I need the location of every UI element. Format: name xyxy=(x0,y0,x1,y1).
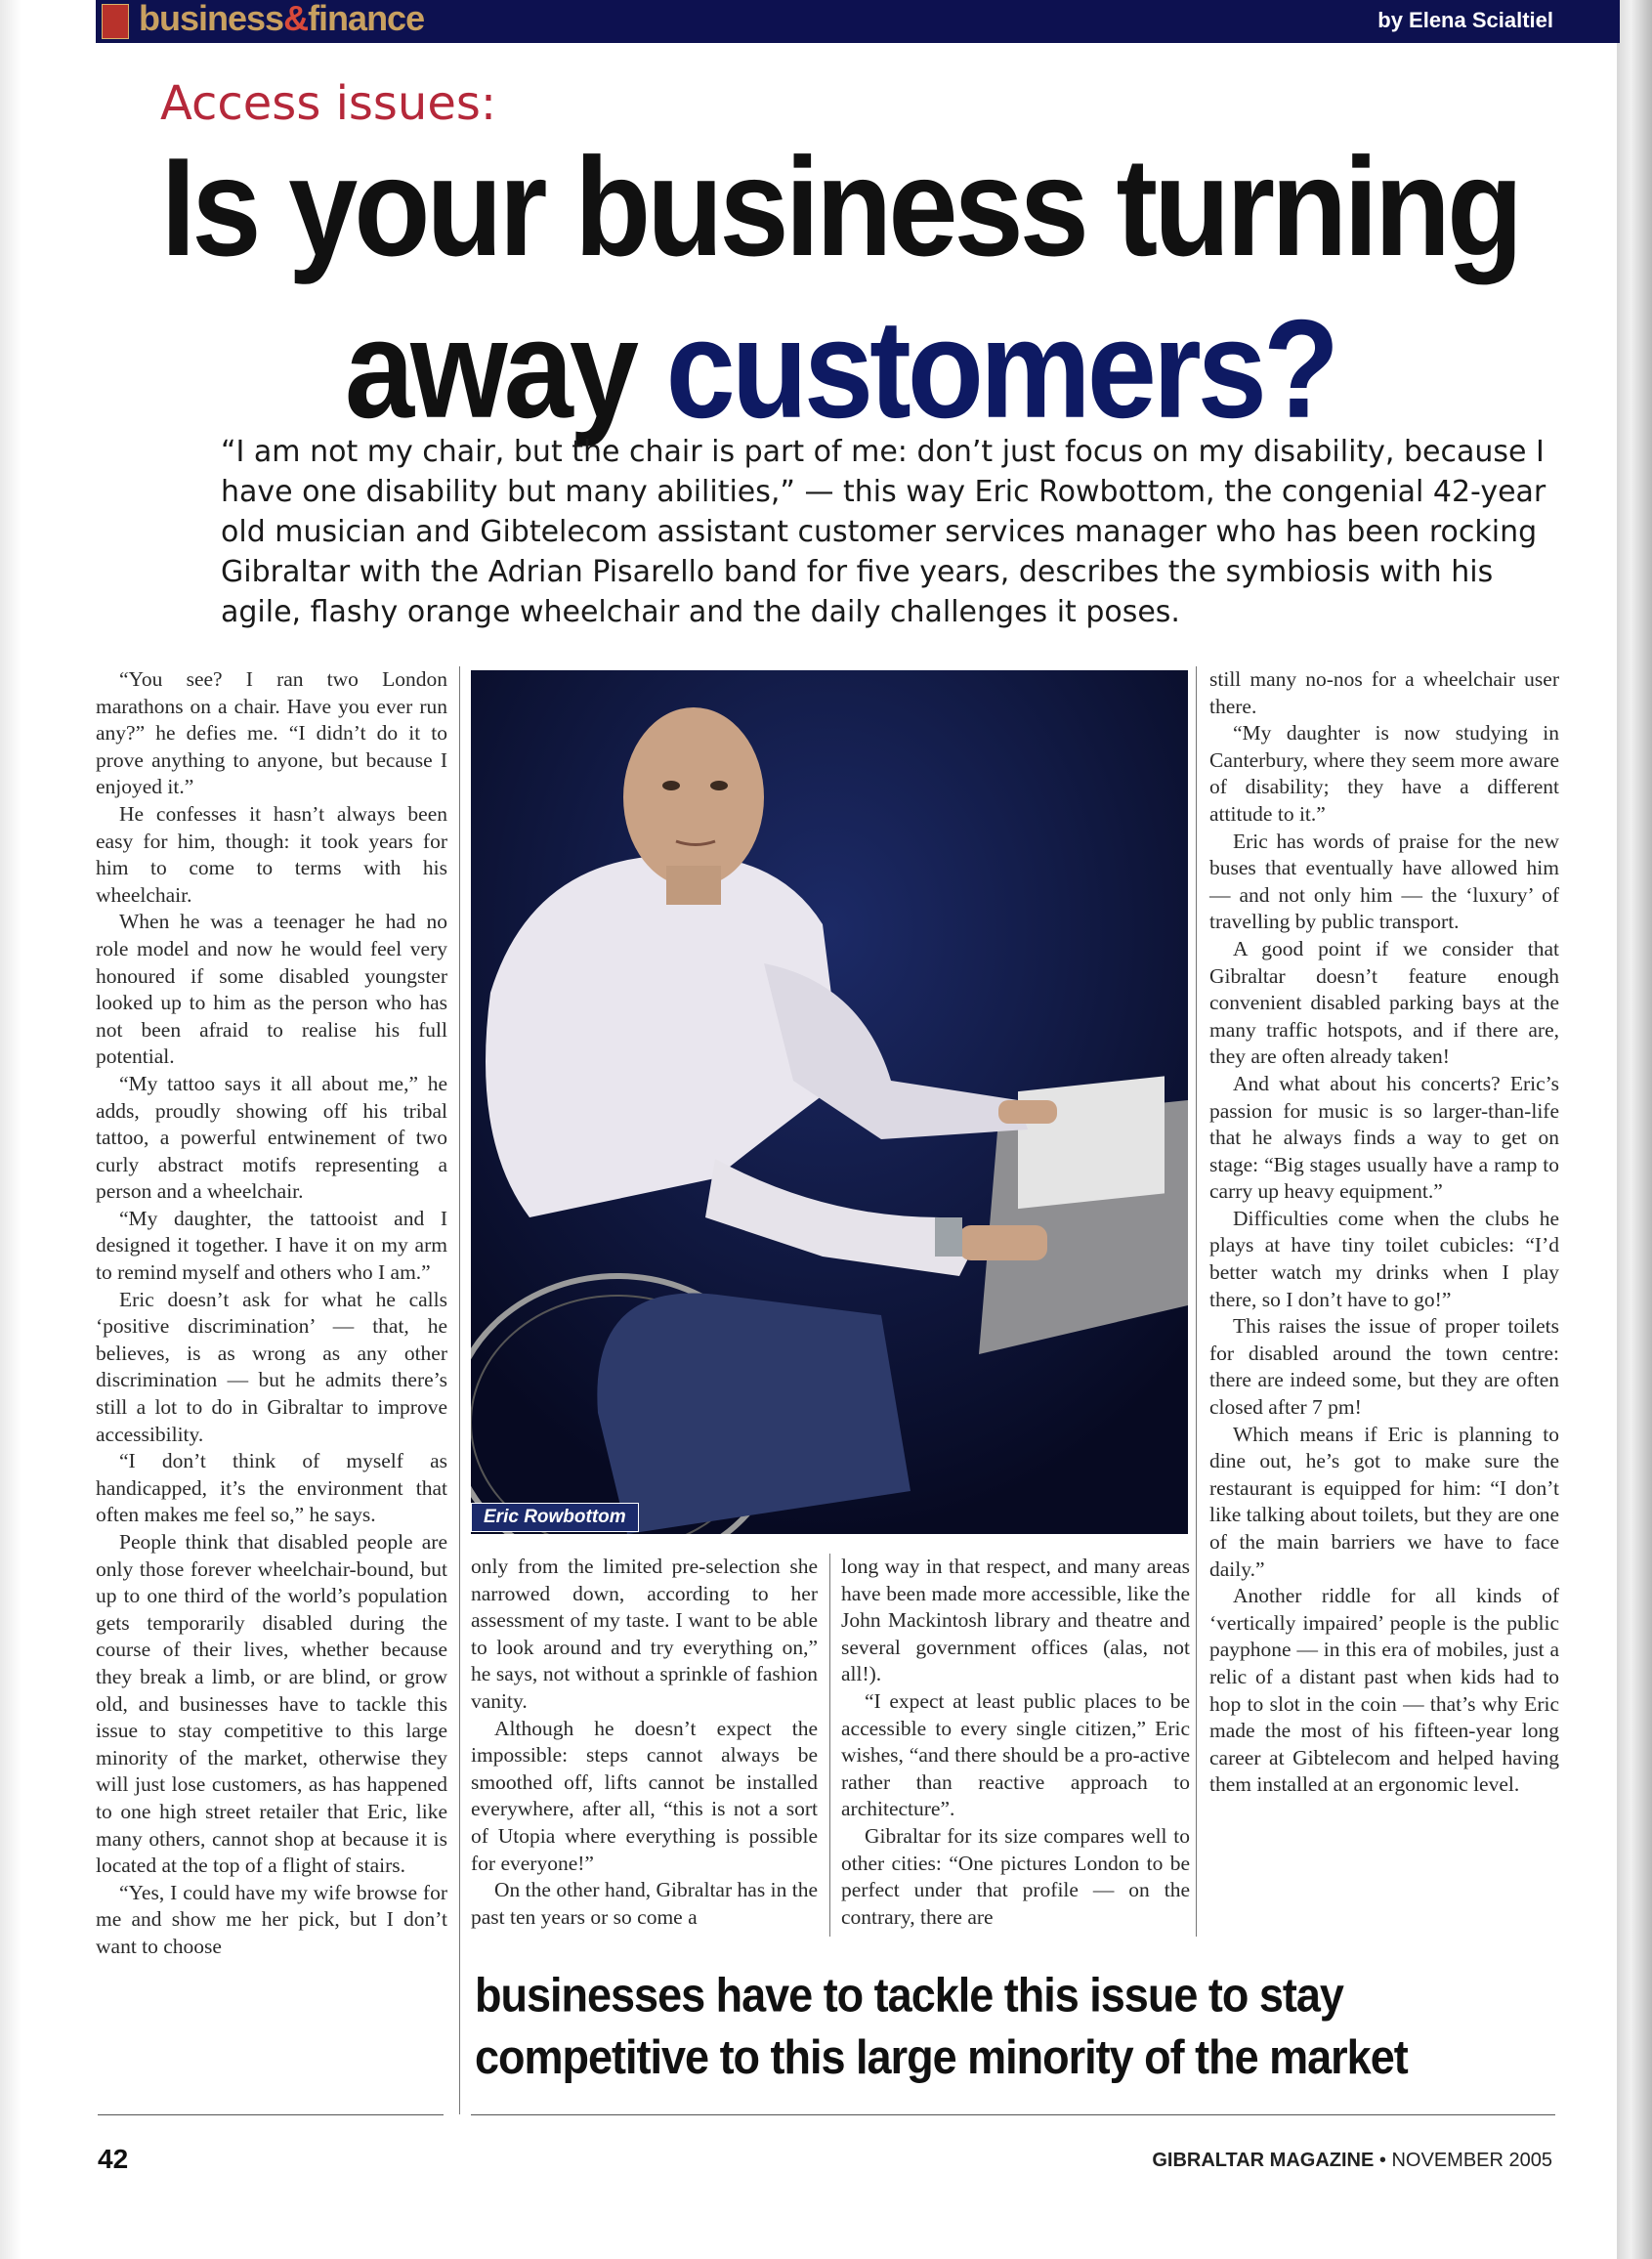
paragraph: Difficulties come when the clubs he plays at have tiny toilet cubicles: “I’d better watch my drinks when I play there, so I don’t have to go!” xyxy=(1209,1206,1559,1311)
text-column-3 xyxy=(841,1554,1190,1931)
paragraph: Another riddle for all kinds of ‘vertically impaired’ people is the public payphone — in this era of mobiles, just a relic of a distant past when kids had to hop to slot in the coin — that’s why Eric made the most of his fifteen-year long career at Gibtelecom and helped having them installed at an ergonomic level. xyxy=(1209,1584,1559,1797)
paragraph: When he was a teenager he had no role model and now he would feel very honoured if some disabled youngster looked up to him as the person who has not been afraid to realise his full potential. xyxy=(96,910,447,1069)
paragraph: Eric doesn’t ask for what he calls ‘positive discrimination’ — that, he believes, is as wrong as any other discrimination — but he admits there’s still a lot to do in Gibraltar to improve accessibility. xyxy=(96,1287,447,1446)
section-name-2: finance xyxy=(308,0,425,38)
paragraph: “My tattoo says it all about me,” he adds, proudly showing off his tribal tattoo, a powerful entwinement of two curly abstract motifs representing a person and a wheelchair. xyxy=(96,1071,447,1204)
paragraph: A good point if we consider that Gibraltar doesn’t feature enough convenient disabled parking bays at the many traffic hotspots, and if there are, they are often already taken! xyxy=(1209,936,1559,1069)
paragraph: Although he doesn’t expect the impossible: steps cannot always be smoothed off, lifts cannot be installed everywhere, after all, “this is not a sort of Utopia where everything is possible for everyone!” xyxy=(471,1716,818,1875)
headline-line-2b: customers? xyxy=(665,291,1336,448)
headline-line-2a: away xyxy=(344,291,666,448)
footer-separator: • xyxy=(1378,2150,1386,2171)
paragraph: “My daughter, the tattooist and I designed it together. I have it on my arm to remind myself and others who I am.” xyxy=(96,1206,447,1285)
page-number: 42 xyxy=(98,2144,129,2174)
paragraph: long way in that respect, and many areas have been made more accessible, like the John Mackintosh library and theatre and several government offices (alas, not all!). xyxy=(841,1555,1190,1686)
paragraph: “Yes, I could have my wife browse for me and show me her pick, but I don’t want to choose xyxy=(96,1880,447,1958)
paragraph: Gibraltar for its size compares well to other cities: “One pictures London to be perfect under that profile — on the contrary, there are xyxy=(841,1823,1190,1929)
paragraph: “My daughter is now studying in Canterbury, where they seem more aware of disability; they have a different attitude to it.” xyxy=(1209,721,1559,826)
paragraph: This raises the issue of proper toilets for disabled around the town centre: there are indeed some, but they are often closed after 7 pm! xyxy=(1209,1314,1559,1420)
portrait-illustration xyxy=(471,670,1188,1534)
paragraph: He confesses it hasn’t always been easy for him, though: it took years for him to come to terms with his wheelchair. xyxy=(96,801,447,907)
section-name: business xyxy=(139,0,284,38)
magazine-footer xyxy=(1152,2150,1552,2172)
footer-rule-right xyxy=(471,2114,1555,2115)
section-header-bar xyxy=(96,0,1620,43)
paragraph: And what about his concerts? Eric’s passion for music is so larger-than-life that he always finds a way to get on stage: “Big stages usually have a ramp to carry up heavy equipment.” xyxy=(1209,1071,1559,1204)
column-rule xyxy=(829,1554,830,1937)
photo-eric-rowbottom xyxy=(471,670,1188,1534)
page-left-edge xyxy=(0,0,21,2259)
byline: by Elena Scialtiel xyxy=(1377,8,1553,32)
paragraph: Eric has words of praise for the new buses that eventually have allowed him — and not only him — the ‘luxury’ of travelling by public transport. xyxy=(1209,829,1559,934)
headline xyxy=(117,127,1563,451)
paragraph: “I expect at least public places to be accessible to every single citizen,” Eric wishes, “and there should be a pro-active rather than reactive approach to architecture”. xyxy=(841,1688,1190,1821)
section-title xyxy=(139,0,424,39)
issue-date: NOVEMBER 2005 xyxy=(1391,2150,1552,2171)
page-spine xyxy=(1617,0,1652,2259)
paragraph: only from the limited pre-selection she narrowed down, according to her assessment of my taste. I want to be able to look around and try everything on,” he says, not without a sprinkle of fashion vanity. xyxy=(471,1555,818,1713)
standfirst: “I am not my chair, but the chair is part of me: don’t just focus on my disability, because I have one disability but many abilities,” — this way Eric Rowbottom, the congenial 42-year old musician and Gibtelecom assistant customer services manager who has been rocking Gibraltar with the Adrian Pisarello band for five years, describes the symbiosis with his agile, flashy orange wheelchair and the daily challenges it poses. xyxy=(221,435,1546,629)
text-column-4 xyxy=(1209,666,1559,1799)
section-amp: & xyxy=(283,0,309,38)
paragraph: “You see? I ran two London marathons on a chair. Have you ever run any?” he defies me. “I didn’t do it to prove anything to anyone, but because I enjoyed it.” xyxy=(96,667,447,799)
headline-line-2 xyxy=(117,289,1563,451)
column-rule xyxy=(1196,666,1197,1937)
pull-quote: businesses have to tackle this issue to stay competitive to this large minority of the market xyxy=(475,1967,1408,2085)
kicker: Access issues: xyxy=(160,76,497,131)
headline-line-1: Is your business turning xyxy=(160,129,1520,286)
paragraph: “I don’t think of myself as handicapped, it’s the environment that often makes me feel so,” he says. xyxy=(96,1449,447,1527)
paragraph: Which means if Eric is planning to dine out, he’s got to make sure the restaurant is equipped for him: “I don’t like talking about toilets, but they are one of the main barriers we have to face daily.” xyxy=(1209,1422,1559,1581)
paragraph: People think that disabled people are only those forever wheelchair-bound, but up to one third of the world’s population gets temporarily disabled during the course of their lives, whether because they break a limb, or are blind, or grow old, and businesses have to tackle this issue to stay competitive to this large minority of the market, otherwise they will just lose customers, as has happened to one high street retailer that Eric, like many others, cannot shop at because it is located at the top of a flight of stairs. xyxy=(96,1530,447,1878)
photo-caption: Eric Rowbottom xyxy=(471,1503,639,1532)
footer-rule-left xyxy=(98,2114,444,2115)
paragraph: still many no-nos for a wheelchair user there. xyxy=(1209,667,1559,718)
paragraph: On the other hand, Gibraltar has in the past ten years or so come a xyxy=(471,1878,818,1929)
magazine-crest-icon xyxy=(102,4,129,39)
column-rule xyxy=(459,666,460,2114)
text-column-2 xyxy=(471,1554,818,1931)
text-column-1 xyxy=(96,666,447,1961)
magazine-name: GIBRALTAR MAGAZINE xyxy=(1152,2150,1375,2171)
